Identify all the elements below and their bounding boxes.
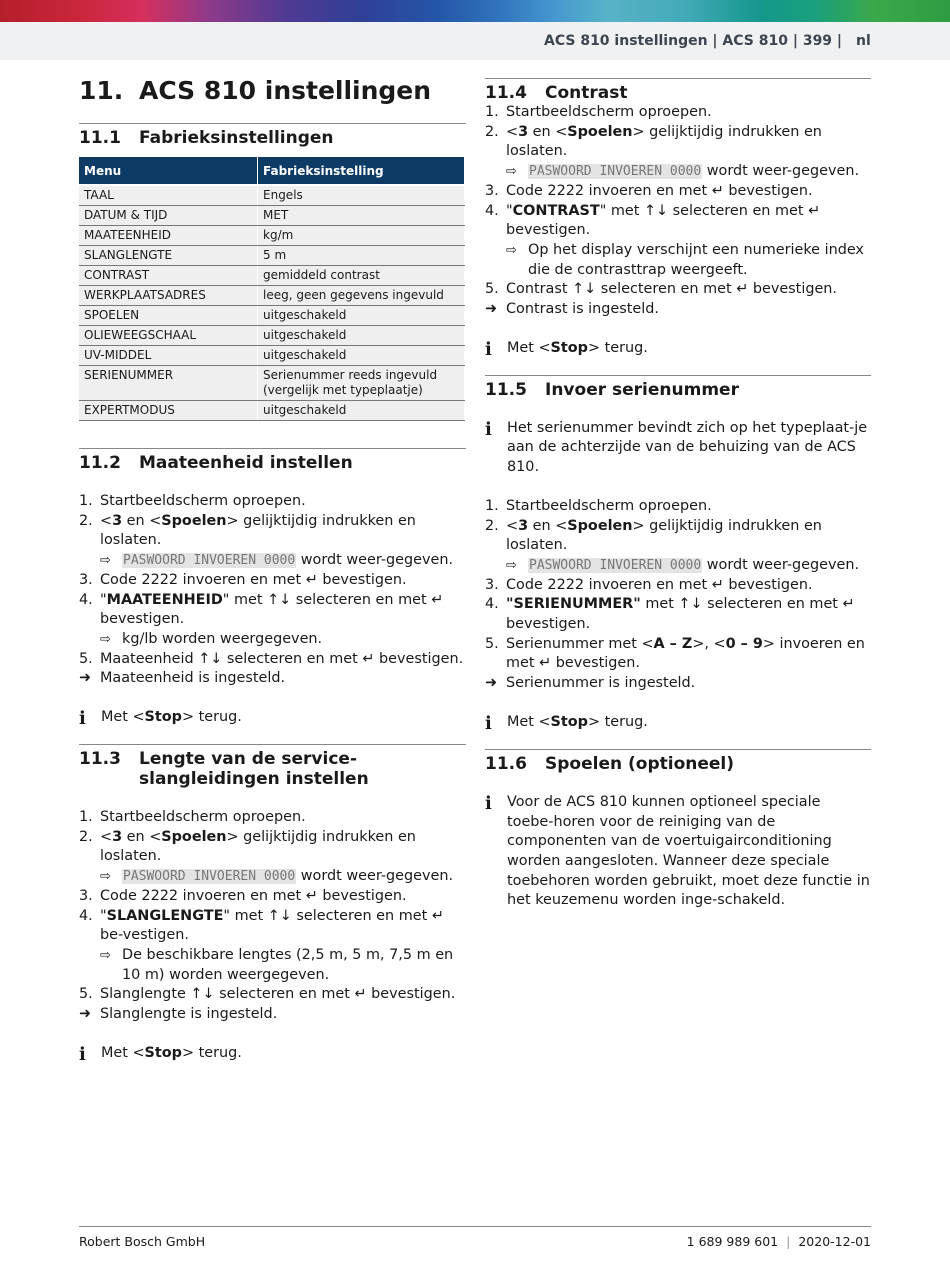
step-text: Startbeeldscherm oproepen. <box>100 493 306 509</box>
section-11-1 <box>79 123 466 421</box>
steps-list <box>79 492 466 689</box>
arrow-down-icon: ↓ <box>584 281 597 298</box>
document-number: 1 689 989 601 <box>686 1234 779 1249</box>
enter-icon: ↵ <box>842 596 855 613</box>
setting-cell: MET <box>258 206 465 226</box>
footer-company: Robert Bosch GmbH <box>79 1234 206 1249</box>
info-note <box>485 793 871 911</box>
table-row <box>79 401 465 421</box>
enter-icon: ↵ <box>736 281 749 298</box>
step-text: <3 en <Spoelen> gelijktijdig indrukken en loslaten. <box>506 517 822 554</box>
setting-cell: Engels <box>258 185 465 206</box>
table-row <box>79 306 465 326</box>
table-row <box>79 185 465 206</box>
result-line <box>485 300 871 320</box>
note-text: Met <Stop> terug. <box>101 1044 242 1061</box>
section-11-3 <box>79 744 466 1066</box>
steps-list <box>485 103 871 320</box>
section-number: 11.5 <box>485 379 527 400</box>
info-note <box>79 708 466 730</box>
setting-cell: leeg, geen gegevens ingevuld <box>258 286 465 306</box>
chapter-title-text: ACS 810 instellingen <box>139 76 432 105</box>
step-text: Slanglengte ↑↓ selecteren en met ↵ bevestigen. <box>100 986 456 1003</box>
step-text: Serienummer met <A – Z>, <0 – 9> invoeren en met ↵ bevestigen. <box>506 635 865 672</box>
note-text: Het serienummer bevindt zich op het typeplaat-je aan de achterzijde van de behuizing van de ACS 810. <box>507 419 868 476</box>
step-text: Op het display verschijnt een numerieke index die de contrasttrap weergeeft. <box>528 241 864 278</box>
list-item: 4. "MAATEENHEID" met ↑↓ selecteren en met ↵ bevestigen. <box>79 591 466 630</box>
list-item: 4. "SLANGLENGTE" met ↑↓ selecteren en met ↵ be-vestigen. <box>79 907 466 946</box>
section-title-text: Contrast <box>545 83 628 103</box>
section-title-text: Maateenheid instellen <box>139 453 353 473</box>
table-row <box>79 226 465 246</box>
section-number: 11.3 <box>79 749 121 770</box>
list-item: 5. Serienummer met <A – Z>, <0 – 9> invoeren en met ↵ bevestigen. <box>485 635 871 674</box>
menu-cell: DATUM & TIJD <box>79 206 258 226</box>
result-text: Maateenheid is ingesteld. <box>100 670 286 687</box>
list-item: 5. Slanglengte ↑↓ selecteren en met ↵ bevestigen. <box>79 985 466 1005</box>
list-item: 1. Startbeeldscherm oproepen. <box>485 497 871 517</box>
arrow-down-icon: ↓ <box>656 202 669 219</box>
list-item: 1. Startbeeldscherm oproepen. <box>485 103 871 123</box>
section-11-4 <box>485 78 871 361</box>
arrow-down-icon: ↓ <box>279 591 292 608</box>
result-arrow-icon: ⇨ <box>506 164 517 180</box>
info-note <box>79 1044 466 1066</box>
section-title <box>79 449 466 473</box>
language-code: nl <box>856 33 871 49</box>
arrow-up-icon: ↑ <box>643 202 657 219</box>
result-text: Slanglengte is ingesteld. <box>100 1006 278 1023</box>
footer-rule <box>79 1226 871 1227</box>
setting-cell: uitgeschakeld <box>258 326 465 346</box>
section-number: 11.2 <box>79 453 121 473</box>
running-header: ACS 810 instellingen | ACS 810 | 399 | <box>544 33 843 49</box>
document-date: 2020-12-01 <box>798 1234 871 1249</box>
info-icon: ℹ <box>485 712 492 734</box>
list-item: 3. Code 2222 invoeren en met ↵ bevestigen. <box>79 887 466 907</box>
setting-cell: 5 m <box>258 246 465 266</box>
display-text: PASWOORD INVOEREN 0000 <box>123 553 296 569</box>
display-text: PASWOORD INVOEREN 0000 <box>123 869 296 885</box>
table-row <box>79 266 465 286</box>
result-arrow-icon: ⇨ <box>100 553 111 569</box>
result-arrow-icon: ⇨ <box>506 242 517 258</box>
arrow-up-icon: ↑ <box>572 281 585 298</box>
info-note <box>485 339 871 361</box>
result-icon: ➜ <box>485 675 498 692</box>
chapter-title <box>79 76 466 116</box>
step-text: De beschikbare lengtes (2,5 m, 5 m, 7,5 m en 10 m) worden weergegeven. <box>122 946 454 983</box>
arrow-down-icon: ↓ <box>279 907 292 924</box>
step-text: PASWOORD INVOEREN 0000 wordt weer-gegeven. <box>123 552 454 569</box>
steps-list <box>485 497 871 694</box>
result-icon: ➜ <box>485 301 498 318</box>
arrow-up-icon: ↑ <box>678 596 691 613</box>
enter-icon: ↵ <box>711 182 724 199</box>
list-item: 1. Startbeeldscherm oproepen. <box>79 808 466 828</box>
info-note <box>485 713 871 735</box>
result-arrow-icon: ⇨ <box>100 869 111 885</box>
display-text: PASWOORD INVOEREN 0000 <box>529 164 702 180</box>
step-text: "SERIENUMMER" met ↑↓ selecteren en met ↵ bevestigen. <box>506 596 855 633</box>
enter-icon: ↵ <box>808 202 821 219</box>
arrow-down-icon: ↓ <box>202 986 215 1003</box>
step-text: <3 en <Spoelen> gelijktijdig indrukken en loslaten. <box>506 123 822 160</box>
menu-cell: TAAL <box>79 185 258 206</box>
step-text: <3 en <Spoelen> gelijktijdig indrukken en loslaten. <box>100 512 416 549</box>
enter-icon: ↵ <box>354 986 367 1003</box>
table-row <box>79 326 465 346</box>
enter-icon: ↵ <box>362 650 375 667</box>
enter-icon: ↵ <box>305 887 318 904</box>
list-item: 4. "CONTRAST" met ↑↓ selecteren en met ↵ bevestigen. <box>485 202 871 241</box>
section-title-text: Invoer serienummer <box>545 379 739 400</box>
menu-cell: MAATEENHEID <box>79 226 258 246</box>
factory-settings-table <box>79 157 465 421</box>
left-column <box>79 70 466 1066</box>
section-11-6 <box>485 749 871 911</box>
list-item <box>485 162 871 182</box>
list-item <box>79 946 466 985</box>
result-line <box>485 674 871 694</box>
result-line <box>79 1005 466 1025</box>
menu-cell: OLIEWEEGSCHAAL <box>79 326 258 346</box>
setting-cell: Serienummer reeds ingevuld (vergelijk met typeplaatje) <box>258 366 465 401</box>
section-11-2 <box>79 448 466 730</box>
info-icon: ℹ <box>79 1043 86 1065</box>
menu-cell: UV-MIDDEL <box>79 346 258 366</box>
step-text: "MAATEENHEID" met ↑↓ selecteren en met ↵ bevestigen. <box>100 591 444 628</box>
result-arrow-icon: ⇨ <box>100 631 111 647</box>
note-text: Met <Stop> terug. <box>507 339 648 356</box>
step-text: Contrast ↑↓ selecteren en met ↵ bevestigen. <box>506 281 838 298</box>
brand-color-bar <box>0 0 950 22</box>
menu-cell: WERKPLAATSADRES <box>79 286 258 306</box>
list-item <box>79 867 466 887</box>
section-number: 11.4 <box>485 83 527 103</box>
list-item: 3. Code 2222 invoeren en met ↵ bevestigen. <box>485 576 871 596</box>
note-text: Met <Stop> terug. <box>507 713 648 730</box>
info-note <box>485 419 871 478</box>
list-item: 5. Contrast ↑↓ selecteren en met ↵ bevestigen. <box>485 280 871 300</box>
arrow-up-icon: ↑ <box>267 907 280 924</box>
list-item <box>485 556 871 576</box>
list-item: 2. <3 en <Spoelen> gelijktijdig indrukken en loslaten. <box>79 512 466 551</box>
step-text: kg/lb worden weergegeven. <box>122 630 323 647</box>
step-text: PASWOORD INVOEREN 0000 wordt weer-gegeven. <box>529 163 860 180</box>
info-icon: ℹ <box>485 338 492 360</box>
enter-icon: ↵ <box>431 591 444 608</box>
step-text: "CONTRAST" met ↑↓ selecteren en met ↵ bevestigen. <box>506 202 821 239</box>
arrow-down-icon: ↓ <box>210 650 223 667</box>
arrow-up-icon: ↑ <box>190 986 203 1003</box>
display-text: PASWOORD INVOEREN 0000 <box>529 557 702 573</box>
list-item: 2. <3 en <Spoelen> gelijktijdig indrukken en loslaten. <box>485 517 871 556</box>
result-text: Contrast is ingesteld. <box>506 301 659 318</box>
step-text: Startbeeldscherm oproepen. <box>100 809 306 826</box>
step-text: Code 2222 invoeren en met ↵ bevestigen. <box>506 182 813 199</box>
setting-cell: uitgeschakeld <box>258 401 465 421</box>
list-item <box>79 630 466 650</box>
table-row <box>79 206 465 226</box>
section-11-5 <box>485 375 871 735</box>
section-number: 11.6 <box>485 753 527 774</box>
menu-cell: SLANGLENGTE <box>79 246 258 266</box>
enter-icon: ↵ <box>431 907 444 924</box>
list-item: 4. "SERIENUMMER" met ↑↓ selecteren en met ↵ bevestigen. <box>485 595 871 634</box>
list-item: 1. Startbeeldscherm oproepen. <box>79 492 466 512</box>
menu-cell: EXPERTMODUS <box>79 401 258 421</box>
setting-cell: gemiddeld contrast <box>258 266 465 286</box>
step-text: PASWOORD INVOEREN 0000 wordt weer-gegeven. <box>123 868 454 885</box>
setting-cell: kg/m <box>258 226 465 246</box>
list-item <box>79 551 466 571</box>
arrow-up-icon: ↑ <box>198 650 211 667</box>
info-icon: ℹ <box>485 792 492 814</box>
step-text: Code 2222 invoeren en met ↵ bevestigen. <box>506 576 813 593</box>
info-icon: ℹ <box>485 418 492 440</box>
right-column <box>485 78 871 911</box>
section-number: 11.1 <box>79 128 121 148</box>
list-item: 3. Code 2222 invoeren en met ↵ bevestigen. <box>485 182 871 202</box>
list-item: 2. <3 en <Spoelen> gelijktijdig indrukken en loslaten. <box>79 828 466 867</box>
section-title-text: Spoelen (optioneel) <box>545 753 735 774</box>
result-arrow-icon: ⇨ <box>506 557 517 573</box>
table-row <box>79 246 465 266</box>
step-text: Maateenheid ↑↓ selecteren en met ↵ bevestigen. <box>100 650 464 667</box>
enter-icon: ↵ <box>305 571 318 588</box>
section-title <box>79 745 466 789</box>
list-item: 3. Code 2222 invoeren en met ↵ bevestigen. <box>79 571 466 591</box>
section-title <box>485 750 871 774</box>
list-item <box>485 241 871 280</box>
menu-cell: SPOELEN <box>79 306 258 326</box>
result-arrow-icon: ⇨ <box>100 947 111 963</box>
result-icon: ➜ <box>79 1006 92 1023</box>
table-row <box>79 286 465 306</box>
list-item: 2. <3 en <Spoelen> gelijktijdig indrukken en loslaten. <box>485 123 871 162</box>
section-title <box>79 124 466 148</box>
section-title <box>485 376 871 400</box>
result-line <box>79 669 466 689</box>
note-text: Met <Stop> terug. <box>101 709 242 726</box>
menu-cell: CONTRAST <box>79 266 258 286</box>
table-header-row <box>79 157 465 185</box>
menu-cell: SERIENUMMER <box>79 366 258 401</box>
column-header-menu: Menu <box>79 157 258 185</box>
table-row <box>79 366 465 401</box>
chapter-number: 11. <box>79 76 124 105</box>
arrow-up-icon: ↑ <box>267 591 280 608</box>
step-text: Code 2222 invoeren en met ↵ bevestigen. <box>100 887 407 904</box>
step-text: "SLANGLENGTE" met ↑↓ selecteren en met ↵ be-vestigen. <box>100 907 444 944</box>
result-text: Serienummer is ingesteld. <box>506 675 696 692</box>
step-text: Startbeeldscherm oproepen. <box>506 497 712 514</box>
arrow-down-icon: ↓ <box>690 596 703 613</box>
steps-list <box>79 808 466 1025</box>
step-text: Startbeeldscherm oproepen. <box>506 104 712 120</box>
note-text: Voor de ACS 810 kunnen optioneel speciale toebe-horen voor de reiniging van de componenten van de voertuigairconditioning worden aangesloten. Wanneer deze speciale toebehoren worden gebruikt, moet deze functie in het keuzemenu worden inge-schakeld. <box>507 793 870 909</box>
setting-cell: uitgeschakeld <box>258 306 465 326</box>
table-row <box>79 346 465 366</box>
section-title <box>485 79 871 103</box>
footer-info: 1 689 989 601 | 2020-12-01 <box>686 1234 871 1249</box>
column-header-setting: Fabrieksinstelling <box>258 157 465 185</box>
step-text: Code 2222 invoeren en met ↵ bevestigen. <box>100 571 407 588</box>
enter-icon: ↵ <box>539 655 552 672</box>
list-item: 5. Maateenheid ↑↓ selecteren en met ↵ bevestigen. <box>79 650 466 670</box>
section-title-text: Lengte van de service-slangleidingen instellen <box>139 749 369 790</box>
step-text: PASWOORD INVOEREN 0000 wordt weer-gegeven. <box>529 556 860 573</box>
setting-cell: uitgeschakeld <box>258 346 465 366</box>
enter-icon: ↵ <box>711 576 724 593</box>
step-text: <3 en <Spoelen> gelijktijdig indrukken en loslaten. <box>100 828 416 865</box>
section-title-text: Fabrieksinstellingen <box>139 128 334 148</box>
result-icon: ➜ <box>79 670 92 687</box>
info-icon: ℹ <box>79 708 86 730</box>
